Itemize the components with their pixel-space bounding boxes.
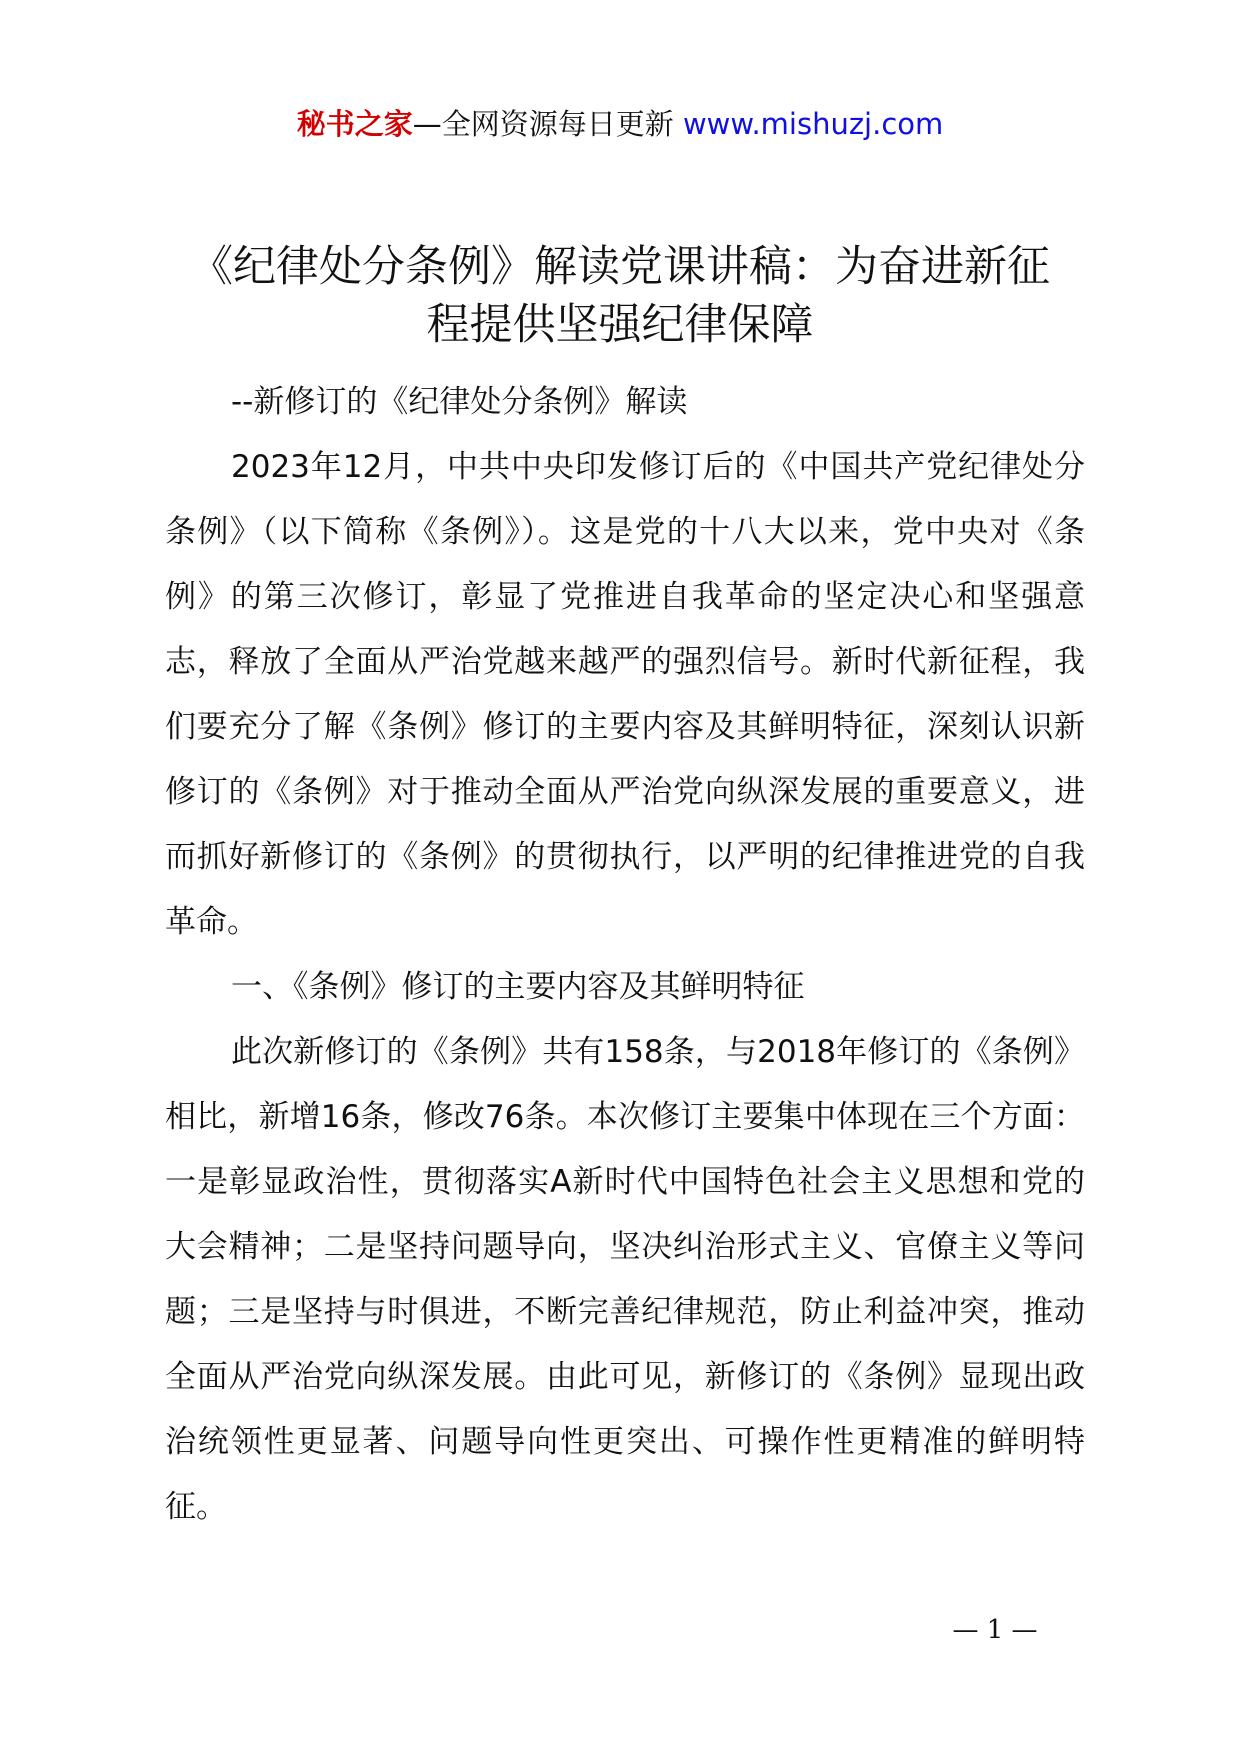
document-title <box>150 238 1090 354</box>
body-paragraph: 2023年12月，中共中央印发修订后的《中国共产党纪律处分条例》（以下简称《条例》）。这是党的十八大以来，党中央对《条例》的第三次修订，彰显了党推进自我革命的坚定决心和坚强意志，释放了全面从严治党越来越严的强烈信号。新时代新征程，我们要充分了解《条例》修订的主要内容及其鲜明特征，深刻认识新修订的《条例》对于推动全面从严治党向纵深发展的重要意义，进而抓好新修订的《条例》的贯彻执行，以严明的纪律推进党的自我革命。 <box>165 449 1085 940</box>
section-heading: 一、《条例》修订的主要内容及其鲜明特征 <box>231 969 805 1005</box>
body-paragraph: 此次新修订的《条例》共有158条，与2018年修订的《条例》相比，新增16条，修改76条。本次修订主要集中体现在三个方面：一是彰显政治性，贯彻落实A新时代中国特色社会主义思想和党的大会精神；二是坚持问题导向，坚决纠治形式主义、官僚主义等问题；三是坚持与时俱进，不断完善纪律规范，防止利益冲突，推动全面从严治党向纵深发展。由此可见，新修订的《条例》显现出政治统领性更显著、问题导向性更突出、可操作性更精准的鲜明特征。 <box>165 1034 1085 1525</box>
document-subtitle: --新修订的《纪律处分条例》解读 <box>231 384 688 420</box>
title-line-2: 程提供坚强纪律保障 <box>426 300 814 350</box>
document-body <box>165 370 1085 1540</box>
site-url[interactable]: www.mishuzj.com <box>682 107 944 141</box>
page-number: — 1 — <box>952 1615 1038 1645</box>
site-header <box>0 104 1240 144</box>
brand-name: 秘书之家 <box>296 107 413 141</box>
title-line-1: 《纪律处分条例》解读党课讲稿：为奋进新征 <box>190 242 1050 292</box>
header-slogan: —全网资源每日更新 <box>412 107 674 141</box>
